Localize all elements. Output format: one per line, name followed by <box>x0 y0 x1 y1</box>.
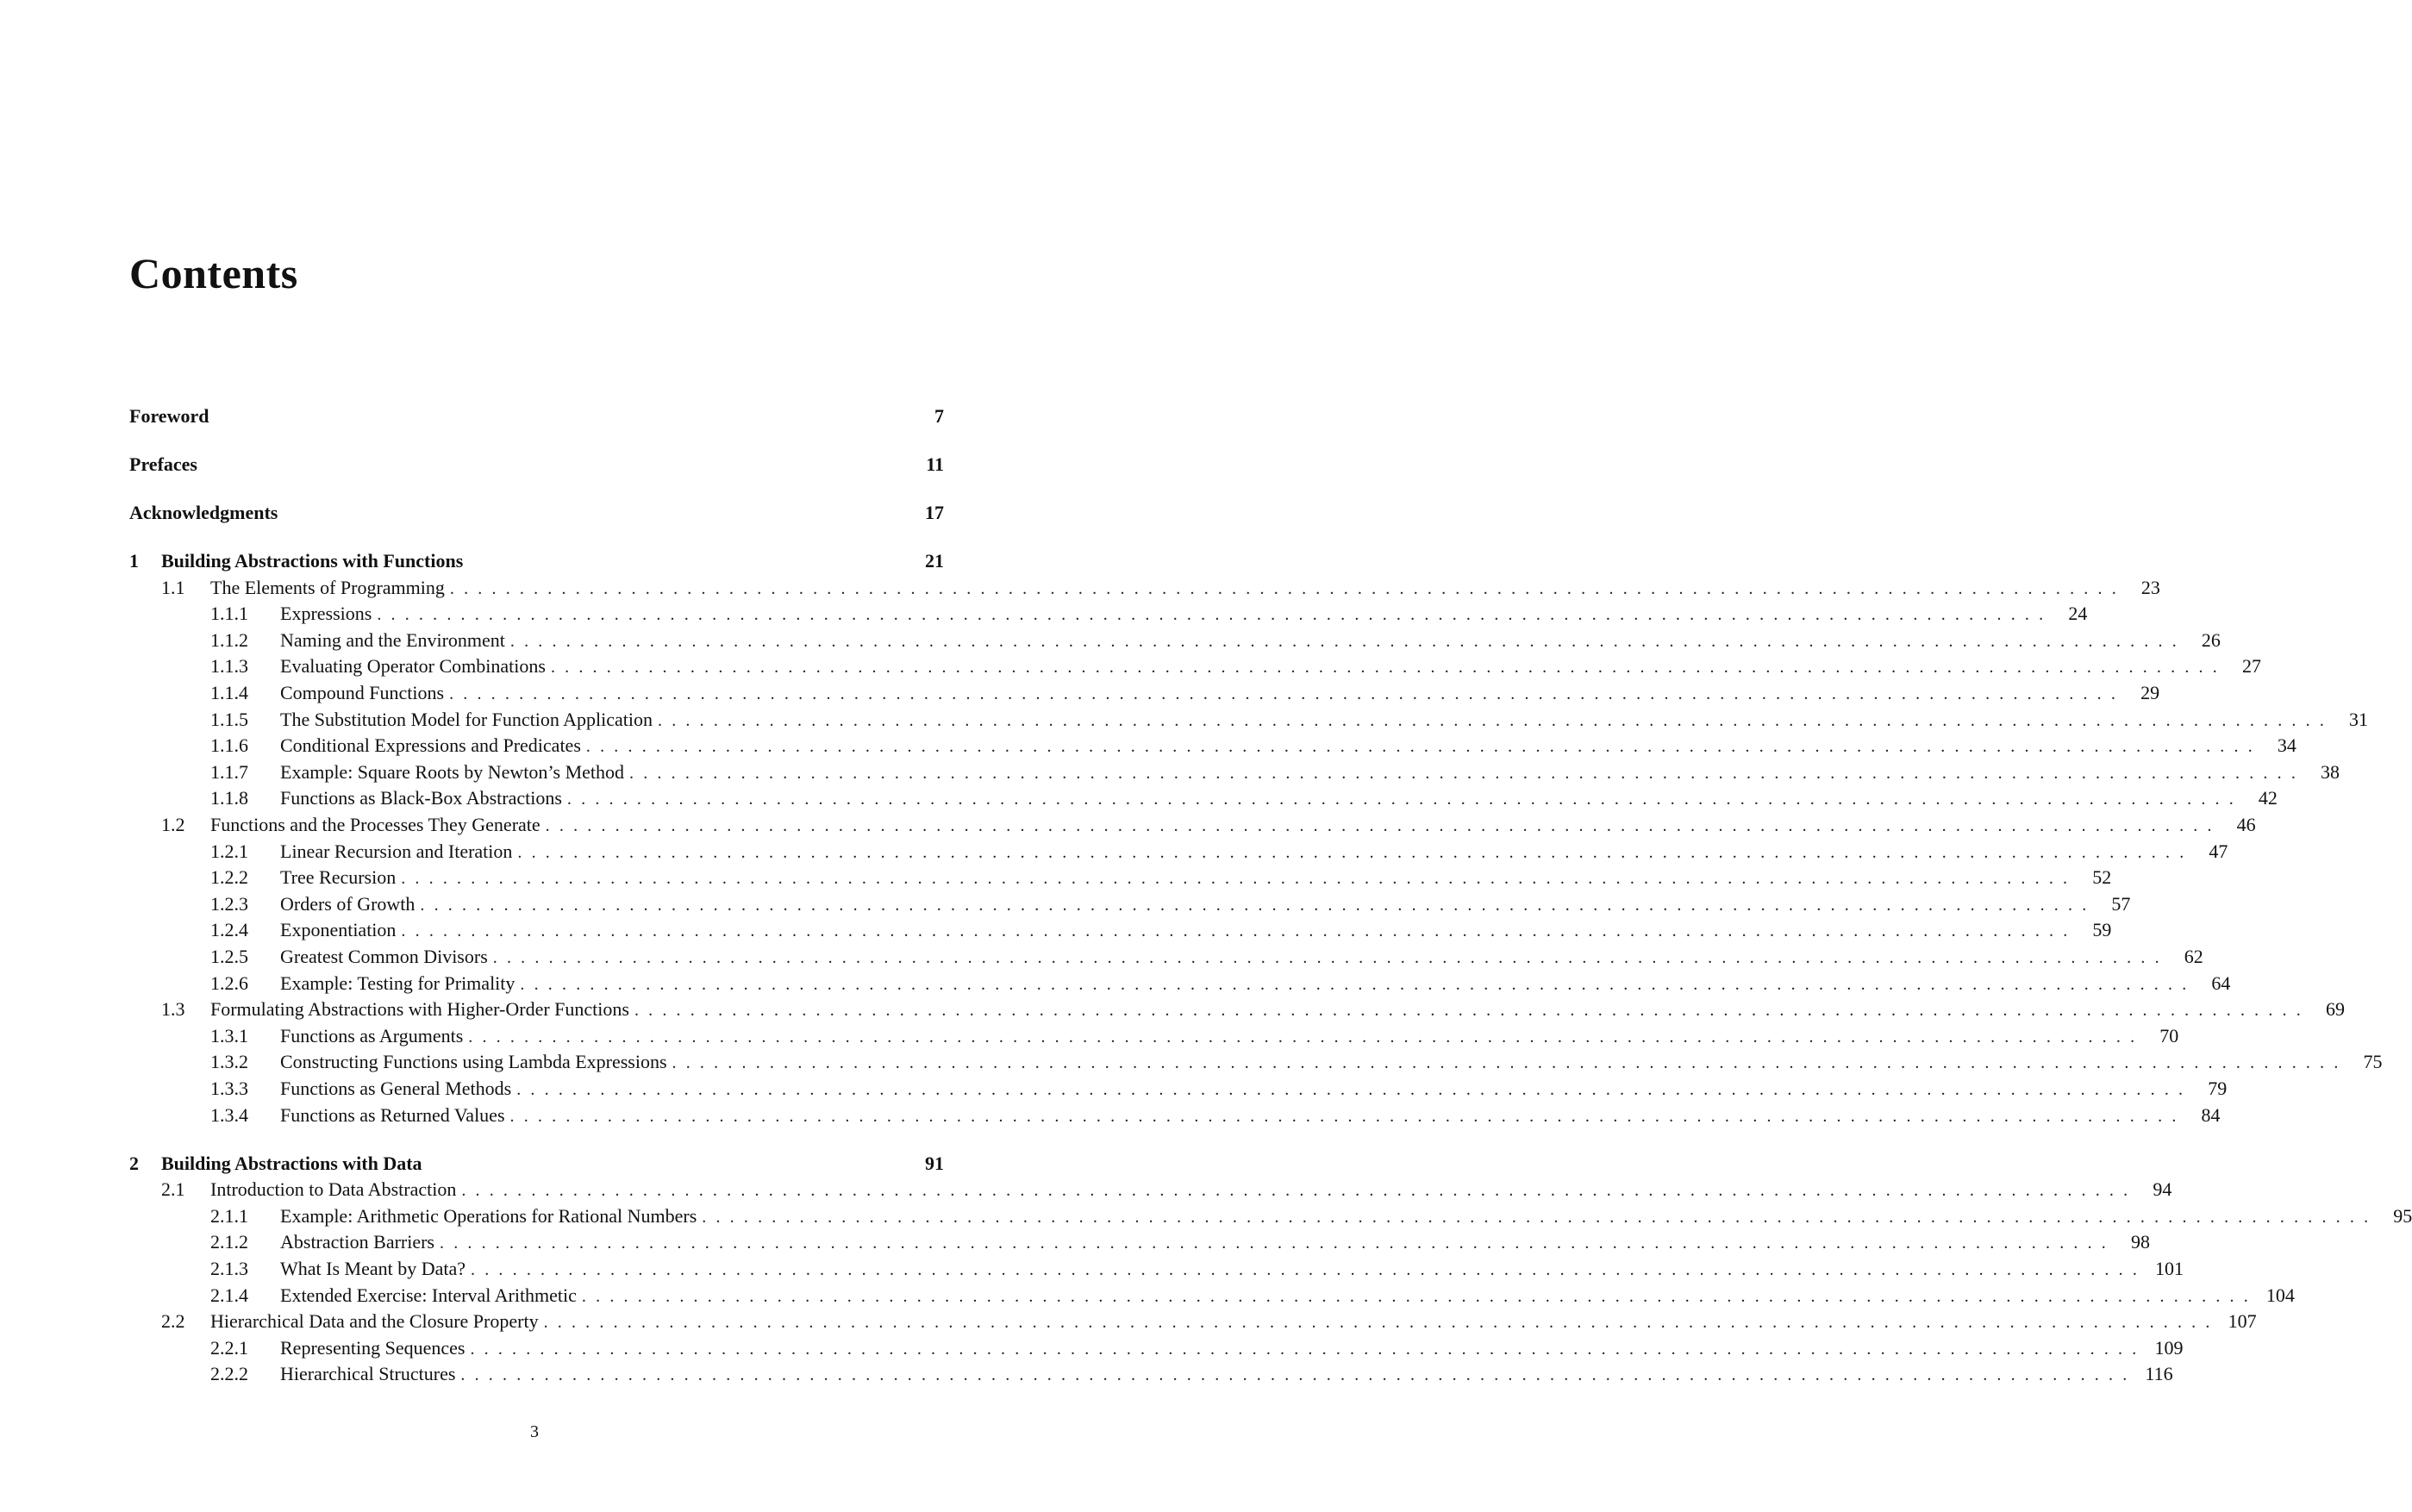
toc-entry-title: Functions as Arguments <box>280 1024 464 1047</box>
dot-leader: ........................................................................................................................ <box>566 790 2243 809</box>
toc-entry-subsection[interactable] <box>129 971 2231 997</box>
toc-entry-section[interactable] <box>129 575 2160 601</box>
toc-entry-page: 91 <box>925 1152 944 1174</box>
toc-entry-title: Representing Sequences <box>280 1336 466 1359</box>
toc-entry-subsection[interactable] <box>129 733 2296 759</box>
toc-entry-page: 75 <box>2363 1051 2383 1073</box>
toc-entry-title: Functions as Returned Values <box>280 1103 505 1126</box>
toc-entry-number: 2.1.2 <box>210 1231 248 1253</box>
toc-entry-title: Acknowledgments <box>129 502 278 523</box>
toc-entry-page: 104 <box>2265 1284 2295 1306</box>
toc-entry-subsection[interactable] <box>129 628 2221 653</box>
toc-entry-page: 95 <box>2393 1204 2412 1227</box>
toc-entry-number: 1.3.3 <box>210 1078 248 1099</box>
toc-entry-subsection[interactable] <box>129 1103 2221 1128</box>
toc-entry-title: Prefaces <box>129 453 197 475</box>
toc-entry-subsection[interactable] <box>129 839 2228 865</box>
toc-entry-page: 79 <box>2208 1078 2228 1099</box>
toc-entry-page: 29 <box>2140 682 2160 703</box>
toc-entry-subsection[interactable] <box>129 1023 2179 1049</box>
toc-entry-subsection[interactable] <box>129 891 2131 917</box>
dot-leader: ........................................................................................................................ <box>449 684 2126 703</box>
toc-entry-number: 1.2.2 <box>210 866 248 889</box>
toc-entry-subsection[interactable] <box>129 601 2088 627</box>
toc-entry-page: 101 <box>2155 1258 2184 1279</box>
dot-leader: ........................................................................................................................ <box>658 710 2334 730</box>
toc-entry-title: Abstraction Barriers <box>280 1231 434 1253</box>
dot-leader: ........................................................................................................................ <box>401 922 2078 941</box>
toc-entry-number: 2.1.1 <box>210 1204 248 1227</box>
dot-leader: ........................................................................................................................ <box>468 1027 2145 1047</box>
toc-entry-title: Example: Testing for Primality <box>280 972 516 994</box>
dot-leader: ........................................................................................................................ <box>449 578 2126 598</box>
toc-entry-title: Orders of Growth <box>280 892 416 915</box>
dot-leader: ........................................................................................................................ <box>470 1339 2146 1359</box>
toc-entry-title: Constructing Functions using Lambda Expressions <box>280 1051 667 1073</box>
toc-entry-title: Hierarchical Data and the Closure Property <box>210 1310 539 1333</box>
toc-entry-number: 1.3.4 <box>210 1103 248 1126</box>
toc-entry-page: 107 <box>2228 1310 2257 1333</box>
dot-leader: ........................................................................................................................ <box>581 1286 2258 1306</box>
dot-leader: ........................................................................................................................ <box>634 1001 2310 1021</box>
dot-leader: ........................................................................................................................ <box>629 763 2306 783</box>
dot-leader: ........................................................................................................................ <box>492 948 2169 967</box>
dot-leader: ........................................................................................................................ <box>516 1080 2193 1099</box>
dot-leader: ........................................................................................................................ <box>420 895 2096 915</box>
toc-entry-chapter[interactable] <box>129 1151 944 1177</box>
toc-entry-subsection[interactable] <box>129 707 2369 733</box>
dot-leader: ........................................................................................................................ <box>543 1313 2220 1333</box>
toc-entry-number: 2.2 <box>161 1310 185 1333</box>
toc-entry-subsection[interactable] <box>129 1283 2295 1309</box>
dot-leader: ........................................................................................................................ <box>550 658 2227 678</box>
toc-entry-page: 94 <box>2153 1178 2172 1201</box>
toc-entry-subsection[interactable] <box>129 1335 2184 1361</box>
toc-entry-page: 70 <box>2159 1024 2179 1047</box>
toc-entry-number: 1.1.8 <box>210 787 248 809</box>
toc-entry-page: 23 <box>2140 576 2160 598</box>
toc-entry-page: 116 <box>2145 1363 2173 1385</box>
toc-entry-number: 1.1.5 <box>210 708 248 730</box>
toc-entry-title: Foreword <box>129 405 209 427</box>
toc-entry-number: 2.2.2 <box>210 1363 248 1385</box>
toc-entry-page: 47 <box>2209 840 2228 862</box>
toc-entry-title: Linear Recursion and Iteration <box>280 840 513 862</box>
toc-entry-title: Expressions <box>280 603 372 625</box>
toc-entry-page: 27 <box>2241 655 2261 678</box>
page-title: Contents <box>129 249 298 297</box>
toc-entry-section[interactable] <box>129 812 2256 838</box>
dot-leader: ........................................................................................................................ <box>401 869 2078 889</box>
toc-entry-subsection[interactable] <box>129 1076 2228 1102</box>
toc-entry-page: 34 <box>2277 734 2296 757</box>
toc-entry-subsection[interactable] <box>129 680 2160 706</box>
toc-entry-front[interactable] <box>129 500 944 526</box>
toc-entry-number: 2 <box>129 1152 139 1174</box>
dot-leader: ........................................................................................................................ <box>460 1365 2137 1385</box>
toc-entry-title: Functions as Black-Box Abstractions <box>280 787 562 809</box>
toc-entry-page: 64 <box>2211 972 2231 994</box>
toc-entry-subsection[interactable] <box>129 653 2261 679</box>
toc-entry-subsection[interactable] <box>129 1049 2383 1075</box>
toc-entry-number: 1.1.7 <box>210 760 248 783</box>
toc-entry-page: 26 <box>2201 628 2221 651</box>
toc-entry-title: Hierarchical Structures <box>280 1363 456 1385</box>
toc-entry-subsection[interactable] <box>129 1361 2173 1387</box>
toc-entry-page: 7 <box>934 405 944 427</box>
toc-entry-title: Building Abstractions with Data <box>161 1152 422 1174</box>
toc-entry-number: 1.1.6 <box>210 734 248 757</box>
toc-entry-front[interactable] <box>129 403 944 429</box>
toc-entry-number: 1.1.3 <box>210 655 248 678</box>
toc-entry-page: 17 <box>925 502 944 523</box>
toc-entry-title: The Substitution Model for Function Application <box>280 708 653 730</box>
dot-leader: ........................................................................................................................ <box>461 1181 2138 1201</box>
dot-leader: ........................................................................................................................ <box>545 816 2221 835</box>
dot-leader: ........................................................................................................................ <box>377 605 2053 625</box>
toc-entry-subsection[interactable] <box>129 759 2340 785</box>
toc-entry-number: 1.2.6 <box>210 972 248 994</box>
toc-entry-page: 84 <box>2201 1103 2221 1126</box>
dot-leader: ........................................................................................................................ <box>585 737 2262 757</box>
toc-entry-subsection[interactable] <box>129 944 2203 970</box>
toc-entry-number: 1.1.2 <box>210 628 248 651</box>
toc-entry-title: Formulating Abstractions with Higher-Order Functions <box>210 998 629 1021</box>
toc-entry-page: 52 <box>2092 866 2112 889</box>
toc-entry-page: 24 <box>2068 603 2088 625</box>
dot-leader: ........................................................................................................................ <box>509 1106 2186 1126</box>
toc-entry-number: 1.2.3 <box>210 892 248 915</box>
dot-leader: ........................................................................................................................ <box>672 1053 2348 1073</box>
toc-entry-title: Extended Exercise: Interval Arithmetic <box>280 1284 577 1306</box>
toc-entry-number: 1.2.5 <box>210 946 248 967</box>
toc-entry-page: 69 <box>2325 998 2345 1021</box>
toc-entry-page: 11 <box>926 453 944 475</box>
toc-entry-title: Evaluating Operator Combinations <box>280 655 546 678</box>
toc-entry-page: 57 <box>2111 892 2131 915</box>
toc-entry-title: Tree Recursion <box>280 866 397 889</box>
toc-entry-title: Example: Square Roots by Newton’s Method <box>280 760 625 783</box>
toc-entry-number: 1.2 <box>161 814 185 835</box>
toc-entry-number: 2.1 <box>161 1178 185 1201</box>
toc-entry-front[interactable] <box>129 452 944 478</box>
toc-entry-page: 59 <box>2092 919 2112 941</box>
toc-entry-number: 1.1.1 <box>210 603 248 625</box>
toc-entry-title: What Is Meant by Data? <box>280 1258 466 1279</box>
dot-leader: ........................................................................................................................ <box>509 631 2186 651</box>
toc-entry-page: 62 <box>2184 946 2203 967</box>
toc-entry-number: 1.1 <box>161 576 185 598</box>
toc-entry-number: 2.1.3 <box>210 1258 248 1279</box>
toc-entry-title: Functions and the Processes They Generate <box>210 814 541 835</box>
toc-entry-number: 1.1.4 <box>210 682 248 703</box>
toc-entry-section[interactable] <box>129 997 2345 1022</box>
toc-entry-section[interactable] <box>129 1177 2172 1203</box>
toc-entry-title: Functions as General Methods <box>280 1078 512 1099</box>
toc-entry-number: 2.2.1 <box>210 1336 248 1359</box>
toc-entry-title: Conditional Expressions and Predicates <box>280 734 581 757</box>
toc-entry-subsection[interactable] <box>129 1229 2150 1255</box>
page-number: 3 <box>530 1422 539 1441</box>
toc-entry-number: 1.3.1 <box>210 1024 248 1047</box>
toc-entry-page: 31 <box>2349 708 2369 730</box>
toc-entry-page: 109 <box>2154 1336 2184 1359</box>
dot-leader: ........................................................................................................................ <box>440 1234 2115 1253</box>
dot-leader: ........................................................................................................................ <box>702 1207 2378 1227</box>
toc-entry-section[interactable] <box>129 1309 2257 1334</box>
toc-entry-page: 98 <box>2131 1231 2150 1253</box>
dot-leader: ........................................................................................................................ <box>517 842 2194 862</box>
dot-leader: ........................................................................................................................ <box>471 1260 2147 1279</box>
toc-entry-number: 1.3.2 <box>210 1051 248 1073</box>
dot-leader: ........................................................................................................................ <box>520 974 2196 994</box>
toc-entry-number: 1.3 <box>161 998 185 1021</box>
toc-entry-title: Naming and the Environment <box>280 628 505 651</box>
toc-entry-number: 1.2.4 <box>210 919 248 941</box>
toc-entry-title: Exponentiation <box>280 919 397 941</box>
toc-entry-subsection[interactable] <box>129 785 2278 811</box>
toc-entry-subsection[interactable] <box>129 1203 2412 1229</box>
toc-entry-page: 38 <box>2321 760 2340 783</box>
toc-entry-title: Example: Arithmetic Operations for Rational Numbers <box>280 1204 697 1227</box>
toc-entry-page: 42 <box>2258 787 2278 809</box>
toc-entry-title: Building Abstractions with Functions <box>161 550 464 572</box>
toc-entry-number: 1 <box>129 550 139 572</box>
toc-entry-number: 2.1.4 <box>210 1284 248 1306</box>
toc-entry-chapter[interactable] <box>129 548 944 574</box>
toc-entry-subsection[interactable] <box>129 865 2112 890</box>
toc-entry-title: The Elements of Programming <box>210 576 445 598</box>
toc-entry-title: Introduction to Data Abstraction <box>210 1178 457 1201</box>
toc-entry-subsection[interactable] <box>129 917 2112 943</box>
toc-entry-subsection[interactable] <box>129 1256 2184 1282</box>
toc-entry-page: 46 <box>2236 814 2256 835</box>
toc-entry-page: 21 <box>925 550 944 572</box>
toc-entry-title: Greatest Common Divisors <box>280 946 488 967</box>
toc-entry-title: Compound Functions <box>280 682 445 703</box>
toc-entry-number: 1.2.1 <box>210 840 248 862</box>
